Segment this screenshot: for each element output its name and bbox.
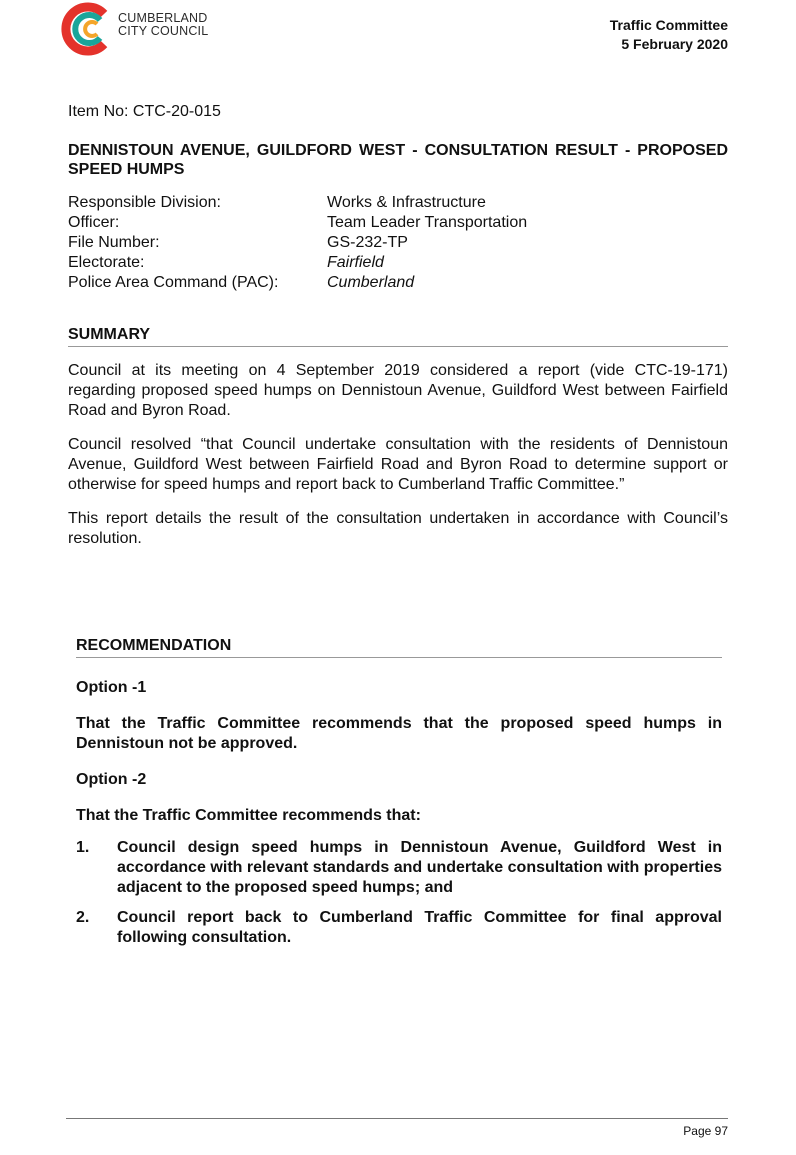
meta-value: Fairfield	[327, 254, 384, 271]
option-2-label: Option -2	[76, 771, 147, 788]
meta-row-division	[68, 193, 728, 213]
report-metadata	[68, 193, 728, 293]
meeting-date: 5 February 2020	[621, 36, 728, 52]
list-item	[76, 908, 722, 948]
summary-paragraph: Council at its meeting on 4 September 2019 considered a report (vide CTC-19-171) regarding proposed speed humps on Dennistoun Avenue, Guildford West between Fairfield Road and Byron Road.	[68, 362, 728, 419]
meta-label: Responsible Division:	[68, 194, 221, 211]
logo-line-1: CUMBERLAND	[118, 11, 208, 25]
recommendation-list	[76, 838, 722, 948]
list-number: 2.	[76, 909, 90, 926]
meta-value: Works & Infrastructure	[327, 194, 486, 211]
meta-label: File Number:	[68, 234, 160, 251]
committee-name: Traffic Committee	[609, 17, 728, 33]
council-logo-text	[118, 12, 208, 38]
meta-row-file-number	[68, 233, 728, 253]
meta-value: Team Leader Transportation	[327, 214, 528, 231]
meta-value: Cumberland	[327, 274, 415, 291]
council-logo-mark	[58, 0, 118, 58]
option-2-text: That the Traffic Committee recommends that:	[76, 807, 421, 824]
list-number: 1.	[76, 839, 90, 856]
summary-paragraph: This report details the result of the consultation undertaken in accordance with Council’s resolution.	[68, 510, 728, 547]
summary-heading: SUMMARY	[68, 326, 728, 347]
logo-line-2: CITY COUNCIL	[118, 24, 209, 38]
recommendation-heading: RECOMMENDATION	[76, 637, 722, 658]
item-number: Item No: CTC-20-015	[68, 103, 221, 120]
footer-divider	[66, 1118, 728, 1119]
page-number: Page 97	[683, 1124, 728, 1138]
meta-row-electorate	[68, 253, 728, 273]
meta-row-pac	[68, 273, 728, 293]
meta-value: GS-232-TP	[327, 234, 408, 251]
meta-label: Officer:	[68, 214, 120, 231]
option-1-label: Option -1	[76, 679, 147, 696]
meta-label: Electorate:	[68, 254, 145, 271]
meta-label: Police Area Command (PAC):	[68, 274, 279, 291]
summary-paragraph: Council resolved “that Council undertake consultation with the residents of Dennistoun Avenue, Guildford West between Fairfield Road and Byron Road to determine support or otherwise for speed humps and report back to Cumberland Traffic Committee.”	[68, 436, 728, 493]
list-text: Council design speed humps in Dennistoun Avenue, Guildford West in accordance with relevant standards and undertake consultation with properties adjacent to the proposed speed humps; and	[117, 839, 722, 896]
list-item	[76, 838, 722, 898]
report-body	[68, 103, 728, 549]
list-text: Council report back to Cumberland Traffic Committee for final approval following consultation.	[117, 909, 722, 946]
document-header	[610, 16, 728, 54]
recommendation-section	[76, 637, 722, 958]
report-title: DENNISTOUN AVENUE, GUILDFORD WEST - CONSULTATION RESULT - PROPOSED SPEED HUMPS	[68, 142, 728, 178]
option-1-text: That the Traffic Committee recommends that the proposed speed humps in Dennistoun not be approved.	[76, 715, 722, 752]
meta-row-officer	[68, 213, 728, 233]
